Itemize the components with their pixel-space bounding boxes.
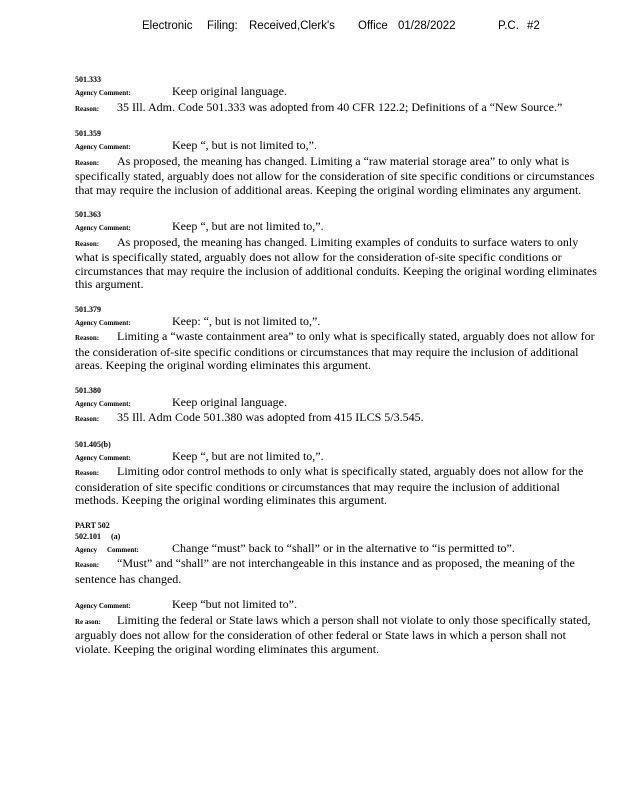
- header-filing: Filing:: [207, 20, 238, 32]
- section-id: 501.333: [75, 75, 101, 84]
- agency-label: Agency: [75, 545, 98, 554]
- reason-label: Reason:: [75, 469, 100, 477]
- agency-comment-row: [75, 542, 597, 558]
- agency-comment-label: Agency Comment:: [75, 453, 131, 462]
- reason-text: 35 Ill. Adm. Code 501.333 was adopted from 40 CFR 122.2; Definitions of a “New Source.”: [117, 99, 563, 114]
- comment-label: Comment:: [107, 545, 139, 554]
- reason-label: Reason:: [75, 561, 100, 569]
- reason-text: Limiting a “waste containment area” to only what is specifically stated, arguably does not allow for the consideration of-site specific conditions or circumstances that may require the inclusion of additional areas. Keeping the original wording eliminates this argument.: [75, 329, 595, 372]
- header-number: #2: [527, 20, 540, 32]
- reason-label: Reason:: [75, 334, 100, 342]
- agency-comment-row: [75, 396, 597, 412]
- agency-comment-text: Keep: “, but is not limited to,”.: [172, 313, 321, 328]
- reason-row: [75, 411, 597, 427]
- agency-comment-row: [75, 139, 597, 155]
- agency-comment-text: Keep “, but is not limited to,”.: [172, 138, 317, 152]
- section-501-380: [75, 385, 597, 427]
- section-501-379: [75, 304, 597, 373]
- header-pc: P.C.: [498, 20, 519, 32]
- header-received: Received,Clerk's: [249, 20, 335, 32]
- section-id: 501.359: [75, 129, 101, 138]
- agency-comment-label: Agency Comment:: [75, 224, 131, 232]
- section-id: 501.379: [75, 304, 101, 314]
- section-id: 501.380: [75, 385, 101, 395]
- reason-label: Reason:: [75, 104, 100, 113]
- agency-comment-text: Keep original language.: [172, 394, 287, 409]
- agency-comment-text: Keep “, but are not limited to,”.: [172, 448, 324, 463]
- reason-row: [75, 155, 597, 198]
- header-office: Office: [358, 20, 388, 32]
- section-id: 501.405(b): [75, 439, 111, 449]
- agency-comment-label: Agency Comment:: [75, 89, 131, 97]
- agency-comment-row: [75, 315, 597, 331]
- reason-row: [75, 330, 597, 373]
- agency-comment-label: Agency Comment:: [75, 399, 131, 408]
- section-501-333: [75, 74, 597, 116]
- section-id: 501.363: [75, 210, 101, 219]
- agency-comment-row: [75, 598, 597, 614]
- section-part-502-b: [75, 598, 597, 656]
- section-501-359: [75, 128, 597, 197]
- agency-comment-label: Agency Comment:: [75, 602, 131, 610]
- reason-row: [75, 465, 597, 508]
- reason-text: “Must” and “shall” are not interchangeable in this instance and as proposed, the meaning of the sentence has changed.: [75, 556, 575, 586]
- reason-text: As proposed, the meaning has changed. Limiting a “raw material storage area” to only what is specifically stated, arguably does not allow for the consideration of site specific conditions or circumstances that may require the inclusion of additional areas. Keeping the original wording eliminates any argument.: [75, 153, 595, 197]
- section-501-363: [75, 209, 597, 292]
- agency-comment-text: Keep original language.: [172, 84, 287, 98]
- agency-comment-label: Agency Comment:: [75, 143, 131, 151]
- reason-label: Reason:: [75, 158, 100, 167]
- section-id: 502.101: [75, 531, 101, 541]
- reason-text: Limiting the federal or State laws which a person shall not violate to only those specifically stated, arguably does not allow for the consideration of other federal or State laws in which a person shall not violate. Keeping the original wording eliminates this argument.: [75, 612, 591, 656]
- agency-comment-text: Keep “but not limited to”.: [172, 597, 297, 611]
- reason-text: Limiting odor control methods to only what is specifically stated, arguably does not allow for the consideration of site specific conditions or circumstances that may require the inclusion of additional methods. Keeping the original wording eliminates this argument.: [75, 464, 584, 507]
- agency-comment-row: [75, 85, 597, 101]
- reason-row: [75, 557, 597, 586]
- reason-row: [75, 236, 597, 292]
- subsection-id: (a): [111, 531, 121, 541]
- agency-comment-text: Keep “, but are not limited to,”.: [172, 219, 324, 233]
- section-part-502: [75, 520, 597, 587]
- reason-text: 35 Ill. Adm Code 501.380 was adopted from 415 ILCS 5/3.545.: [117, 410, 424, 424]
- header-date: 01/28/2022: [398, 20, 456, 32]
- reason-label: Reason:: [75, 415, 100, 423]
- reason-text: As proposed, the meaning has changed. Limiting examples of conduits to surface waters to only what is specifically stated, arguably does not allow for the consideration of-site specific conditions or circumstances that may require the inclusion of additional conduits. Keeping the original wording eliminates this argument.: [75, 234, 597, 291]
- reason-label: Reason:: [75, 239, 100, 248]
- reason-row: [75, 614, 597, 657]
- part-title: PART 502: [75, 520, 110, 530]
- section-501-405b: [75, 439, 597, 508]
- header-electronic: Electronic: [142, 20, 193, 32]
- agency-comment-row: [75, 220, 597, 236]
- reason-label: Re ason:: [75, 617, 101, 626]
- reason-row: [75, 101, 597, 117]
- document-body: [75, 74, 597, 668]
- agency-comment-row: [75, 450, 597, 466]
- agency-comment-text: Change “must” back to “shall” or in the alternative to “is permitted to”.: [172, 540, 515, 555]
- agency-comment-label: Agency Comment:: [75, 318, 131, 327]
